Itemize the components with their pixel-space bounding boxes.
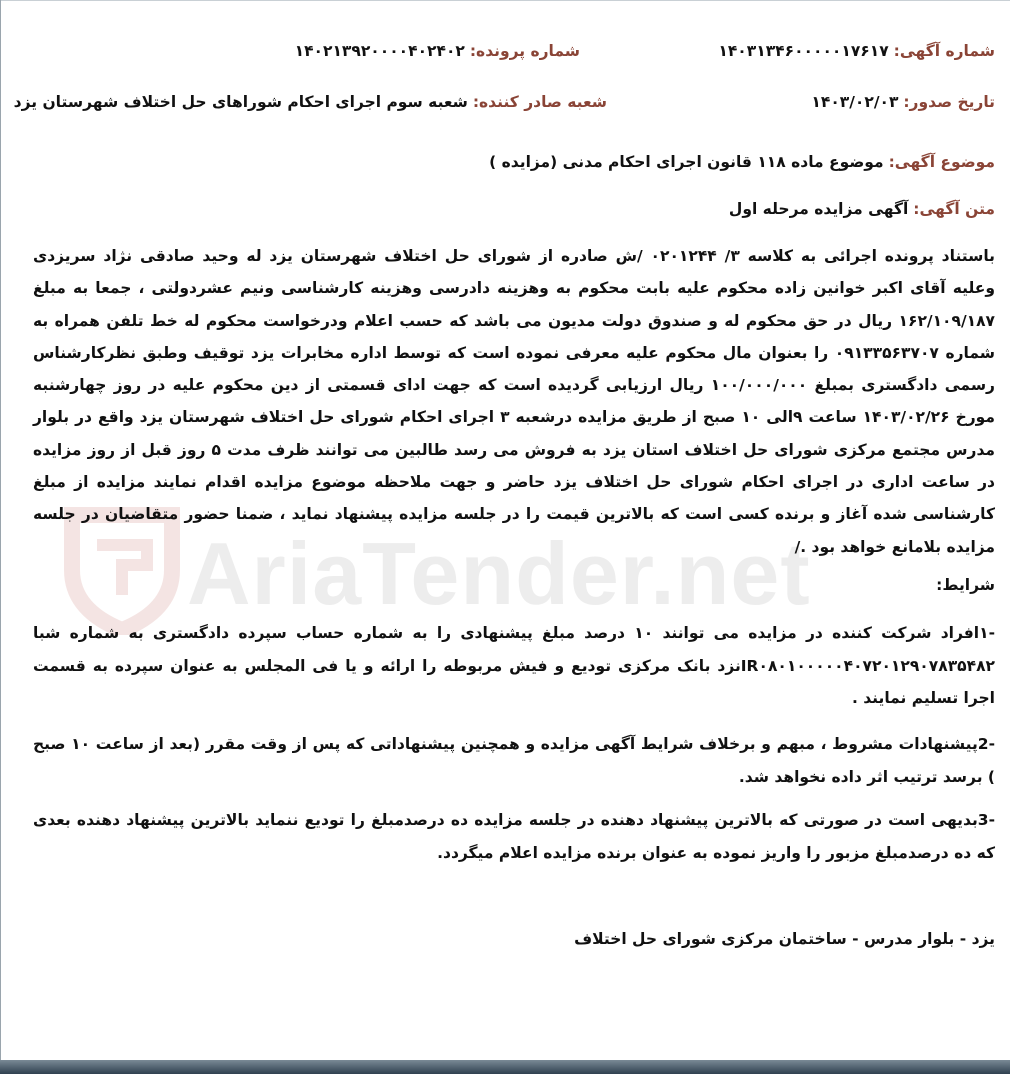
issue-date: ۱۴۰۳/۰۲/۰۳ — [811, 93, 899, 111]
case-number-row — [295, 42, 580, 60]
conditions-title: شرایط: — [936, 576, 995, 594]
condition-3: -3بدیهی است در صورتی که بالاترین پیشنهاد دهنده در جلسه مزایده ده درصدمبلغ را تودیع ننماید بالاترین پیشنهاد دهنده بعدی که ده درصدمبلغ مزبور را واریز نموده به عنوان برنده مزایده اعلام میگردد. — [33, 811, 995, 862]
window-bottom-bar — [0, 1060, 1010, 1074]
notice-body: باستناد پرونده اجرائی به کلاسه ۳/ ۰۲۰۱۲۴۴ /ش صادره از شورای حل اختلاف شهرستان یزد له وحید صادقی نژاد سریزدی وعلیه آقای اکبر خوانین زاده محکوم علیه بابت محکوم به وهزینه دادرسی وهزینه کارشناسی ونیم عشردولتی ، جمعا به مبلغ ۱۶۲/۱۰۹/۱۸۷ ریال در حق محکوم له و صندوق دولت مدیون می باشد که حسب اعلام ودرخواست محکوم له خط تلفن همراه به شماره ۰۹۱۳۳۵۶۳۷۰۷ را بعنوان مال محکوم علیه معرفی نموده است که توسط اداره مخابرات یزد توقیف وطبق نظرکارشناس رسمی دادگستری بمبلغ ۱۰۰/۰۰۰/۰۰۰ ریال ارزیابی گردیده است که جهت ادای قسمتی از دین محکوم علیه در روز چهارشنبه مورخ ۱۴۰۳/۰۲/۲۶ ساعت ۹الی ۱۰ صبح از طریق مزایده درشعبه ۳ اجرای احکام شورای حل اختلاف شهرستان یزد واقع در بلوار مدرس مجتمع مرکزی شورای حل اختلاف استان یزد به فروش می رسد طالبین می توانند ظرف مدت ۵ روز قبل از روز مزایده در ساعت اداری در اجرای احکام شورای حل اختلاف یزد حاضر و جهت ملاحظه موضوع مزایده اقدام نمایند مزایده از مبلغ کارشناسی شده آغاز و برنده کسی است که بالاترین قیمت را در جلسه مزایده پیشنهاد نماید ، ضمنا حضور متقاضیان در جلسه مزایده بلامانع خواهد بود ./ — [33, 247, 995, 556]
ad-number: ۱۴۰۳۱۳۴۶۰۰۰۰۰۱۷۶۱۷ — [718, 42, 889, 60]
text-label: متن آگهی: — [913, 200, 995, 218]
condition-1: -۱افراد شرکت کننده در مزایده می توانند ۱۰ درصد مبلغ پیشنهادی را به شماره حساب سپرده دادگستری به شماره شبا IR۰۸۰۱۰۰۰۰۰۴۰۷۲۰۱۲۹۰۷۸۳۵۴۸۲نزد بانک مرکزی تودیع و فیش مربوطه را ارائه و یا فی المجلس به عنوان سپرده به قسمت اجرا تسلیم نمایند . — [33, 624, 995, 707]
case-number-label: شماره پرونده: — [469, 42, 580, 60]
subject: موضوع ماده ۱۱۸ قانون اجرای احکام مدنی (مزایده ) — [489, 153, 884, 171]
ad-number-row — [718, 42, 995, 60]
ad-number-label: شماره آگهی: — [893, 42, 995, 60]
text-title: آگهی مزایده مرحله اول — [728, 200, 909, 218]
subject-label: موضوع آگهی: — [888, 153, 995, 171]
notice-document — [13, 0, 995, 1060]
issuer-row — [14, 93, 607, 111]
text-title-row — [729, 200, 995, 218]
watermark-text: AriaTender.net — [187, 524, 811, 623]
issuer: شعبه سوم اجرای احکام شوراهای حل اختلاف شهرستان یزد — [13, 93, 468, 111]
condition-2: -2پیشنهادات مشروط ، مبهم و برخلاف شرایط آگهی مزایده و همچنین پیشنهاداتی که پس از وقت مقرر (بعد از ساعت ۱۰ صبح ) برسد ترتیب اثر داده نخواهد شد. — [33, 735, 995, 786]
address: یزد - بلوار مدرس - ساختمان مرکزی شورای حل اختلاف — [574, 930, 995, 948]
issuer-label: شعبه صادر کننده: — [472, 93, 607, 111]
case-number: ۱۴۰۲۱۳۹۲۰۰۰۰۴۰۲۴۰۲ — [294, 42, 465, 60]
issue-date-label: تاریخ صدور: — [903, 93, 995, 111]
issue-date-row — [811, 93, 995, 111]
window-left-border — [0, 0, 1, 1060]
subject-row — [489, 153, 995, 171]
